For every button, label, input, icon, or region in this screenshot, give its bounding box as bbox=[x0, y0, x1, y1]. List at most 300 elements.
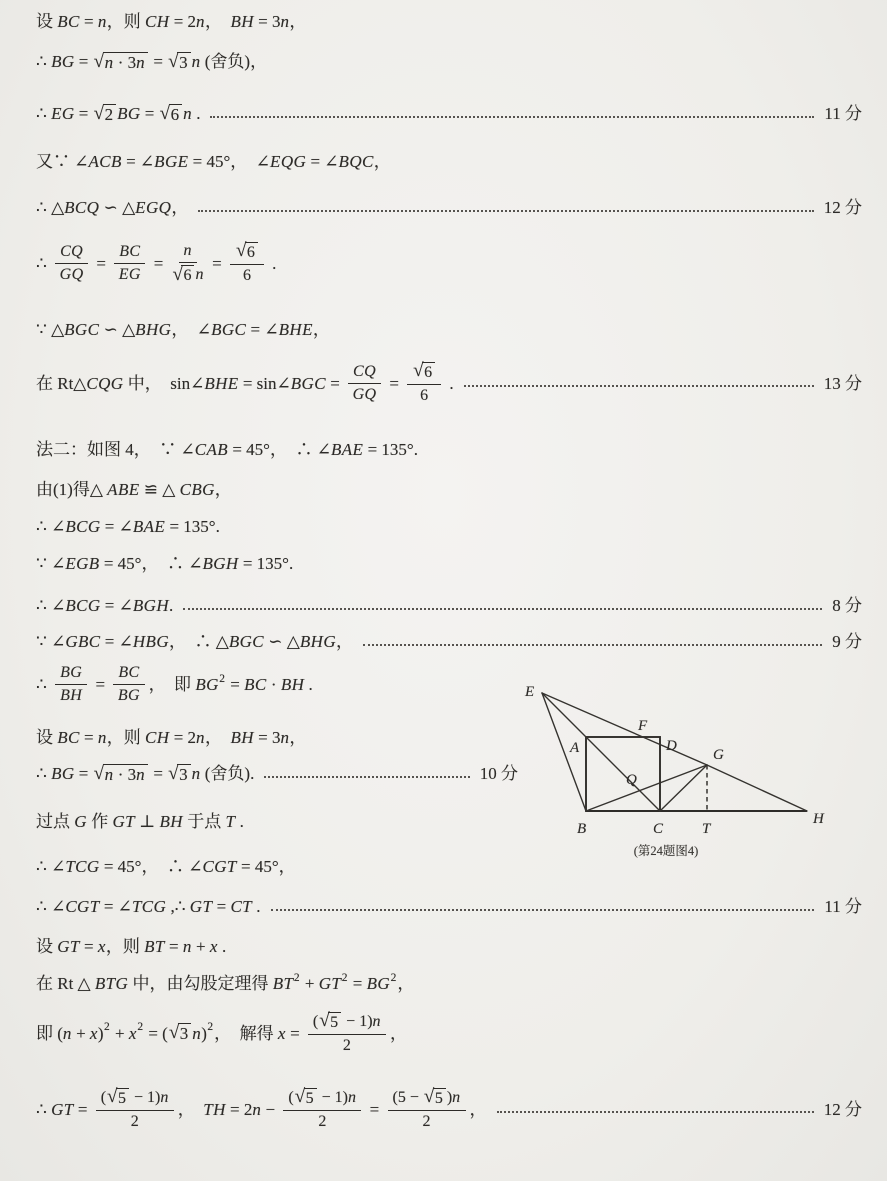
text-run: . bbox=[252, 897, 261, 917]
text-run: ， bbox=[214, 480, 232, 500]
numerator bbox=[114, 243, 145, 264]
text-run: 5 bbox=[305, 1090, 314, 1107]
math-variable: EG bbox=[51, 104, 75, 124]
math-variable: CQG bbox=[86, 373, 124, 393]
score-marker: 8 分 bbox=[832, 596, 862, 616]
text-run: 5 bbox=[330, 1014, 339, 1031]
math-variable: CH bbox=[145, 12, 170, 32]
fraction bbox=[407, 362, 441, 405]
text-run: = 2 bbox=[169, 728, 197, 748]
math-line-23 bbox=[36, 1012, 862, 1055]
text-run: = bbox=[79, 12, 98, 32]
fraction bbox=[283, 1088, 361, 1131]
sqrt-expression bbox=[319, 1012, 341, 1032]
radical-icon: √ bbox=[168, 762, 179, 784]
math-variable: CT bbox=[230, 897, 253, 917]
math-variable: CGT bbox=[202, 857, 237, 877]
text-run: ( bbox=[312, 1012, 319, 1030]
radicand bbox=[181, 265, 194, 285]
text-run: + bbox=[191, 937, 210, 957]
math-variable: x bbox=[89, 1023, 98, 1043]
text-run: = bbox=[365, 1099, 384, 1119]
radical-icon: √ bbox=[168, 50, 179, 72]
radicand bbox=[433, 1088, 446, 1108]
radicand bbox=[103, 764, 148, 785]
math-variable: GT bbox=[51, 1099, 74, 1119]
sqrt-expression bbox=[94, 764, 148, 785]
math-variable: x bbox=[128, 1023, 137, 1043]
text-run: ∴ ∠ bbox=[36, 897, 66, 917]
text-run: 设 bbox=[36, 728, 58, 748]
text-run: (5 − bbox=[392, 1088, 423, 1106]
text-run: ， bbox=[204, 12, 231, 32]
text-run: (舍负)， bbox=[200, 52, 268, 72]
sqrt-expression bbox=[107, 1088, 129, 1108]
math-variable: BH bbox=[159, 812, 183, 832]
text-run: ， bbox=[204, 728, 231, 748]
sqrt-expression bbox=[424, 1088, 446, 1108]
figure-label-H: H bbox=[813, 811, 824, 827]
text-run: = 45°， ∴ ∠ bbox=[99, 857, 203, 877]
text-run: . bbox=[235, 812, 244, 832]
math-variable: GBC bbox=[65, 632, 101, 652]
figure-caption: (第24题图4) bbox=[633, 844, 699, 858]
text-run: 6 bbox=[424, 364, 433, 381]
math-variable: x bbox=[97, 937, 106, 957]
text-run: = bbox=[74, 764, 93, 784]
text-run: ， bbox=[336, 632, 353, 652]
math-line-17 bbox=[36, 762, 518, 786]
text-run: = bbox=[226, 675, 245, 695]
figure-container bbox=[515, 665, 887, 865]
text-run: 3 bbox=[179, 764, 188, 784]
math-content bbox=[36, 242, 276, 285]
text-run: 3 bbox=[179, 52, 188, 72]
text-run: . bbox=[267, 253, 277, 273]
segment-EB bbox=[542, 693, 586, 811]
math-variable: TCG bbox=[65, 857, 100, 877]
text-run: 于点 bbox=[182, 812, 226, 832]
text-run: 2 bbox=[422, 1112, 431, 1130]
fraction bbox=[230, 242, 264, 285]
radicand bbox=[328, 1012, 341, 1032]
radicand bbox=[178, 1023, 192, 1044]
superscript: 2 bbox=[207, 1021, 214, 1034]
math-variable: n bbox=[280, 12, 290, 32]
math-content bbox=[36, 595, 173, 616]
text-run: = 3 bbox=[253, 728, 281, 748]
text-run: = 3 bbox=[253, 12, 281, 32]
math-variable: GT bbox=[112, 812, 135, 832]
math-variable: BG bbox=[51, 764, 75, 784]
text-run: ∽ △ bbox=[99, 198, 136, 218]
math-variable: n bbox=[183, 104, 192, 124]
math-variable: BG bbox=[366, 974, 391, 994]
sqrt-expression bbox=[94, 52, 148, 73]
math-content bbox=[36, 811, 244, 832]
math-variable: n bbox=[372, 1012, 381, 1030]
math-variable: x bbox=[209, 937, 218, 957]
text-run: ， bbox=[171, 198, 189, 218]
text-run: 过点 bbox=[36, 812, 75, 832]
math-line-2 bbox=[36, 50, 862, 74]
fraction bbox=[55, 664, 87, 706]
radicand bbox=[304, 1088, 317, 1108]
text-run: ∽ △ bbox=[99, 320, 136, 340]
math-variable: BGC bbox=[211, 320, 247, 340]
math-content bbox=[36, 664, 313, 706]
figure-label-B: B bbox=[577, 821, 587, 837]
denominator bbox=[60, 685, 82, 705]
radicand bbox=[103, 104, 117, 125]
text-run: ∴ bbox=[36, 253, 52, 273]
math-variable: BGC bbox=[64, 320, 100, 340]
math-variable: BH bbox=[280, 675, 305, 695]
dotted-leader bbox=[210, 116, 814, 118]
radicand bbox=[169, 104, 183, 125]
text-run: = bbox=[91, 675, 110, 695]
text-run: ∴ ∠ bbox=[36, 517, 66, 537]
text-run: 设 bbox=[36, 937, 58, 957]
sqrt-expression bbox=[168, 52, 190, 73]
text-run: = ∠ bbox=[100, 596, 133, 616]
math-variable: BGC bbox=[228, 632, 265, 652]
text-run: = 135°. bbox=[238, 554, 294, 574]
text-run: 6 bbox=[170, 104, 180, 124]
superscript: 2 bbox=[137, 1021, 144, 1034]
text-run: ， 解得 bbox=[214, 1023, 278, 1043]
text-run: = ∠ bbox=[246, 320, 279, 340]
math-variable: BC bbox=[119, 242, 141, 260]
math-variable: BQC bbox=[338, 152, 374, 172]
denominator bbox=[60, 264, 84, 284]
text-run: + bbox=[110, 1023, 129, 1043]
math-content bbox=[36, 362, 454, 405]
text-run: − 1) bbox=[129, 1088, 161, 1106]
text-run: = bbox=[325, 373, 345, 393]
math-variable: HBG bbox=[132, 632, 169, 652]
text-run: ) bbox=[97, 1023, 104, 1043]
math-content bbox=[36, 727, 306, 748]
fraction bbox=[172, 242, 204, 285]
fraction bbox=[308, 1012, 386, 1055]
text-run: = 135°. bbox=[363, 440, 418, 460]
math-content bbox=[36, 479, 232, 500]
math-line-12 bbox=[36, 552, 862, 576]
score-marker: 9 分 bbox=[832, 632, 862, 652]
text-run: = ( bbox=[144, 1023, 168, 1043]
denominator bbox=[119, 264, 141, 284]
radical-icon: √ bbox=[107, 1086, 118, 1108]
numerator bbox=[113, 664, 144, 685]
math-variable: BGC bbox=[290, 373, 326, 393]
text-run: ∵ ∠ bbox=[36, 632, 66, 652]
denominator bbox=[172, 263, 204, 285]
math-variable: n bbox=[183, 242, 192, 259]
segment-BQG bbox=[586, 765, 707, 811]
text-run: = 45°， ∠ bbox=[188, 152, 271, 172]
sqrt-expression bbox=[295, 1088, 317, 1108]
math-variable: BC bbox=[57, 12, 80, 32]
text-run: ⊥ bbox=[134, 812, 160, 832]
text-run: ∴ bbox=[36, 104, 52, 124]
numerator bbox=[55, 243, 88, 264]
math-content bbox=[36, 631, 353, 652]
dotted-leader bbox=[183, 608, 822, 610]
text-run: . bbox=[445, 373, 454, 393]
math-variable: BH bbox=[230, 728, 254, 748]
text-run: ， bbox=[389, 1023, 407, 1043]
text-run: = 2 bbox=[169, 12, 197, 32]
text-run: 2 bbox=[130, 1112, 139, 1130]
math-variable: BC bbox=[118, 664, 140, 681]
math-content bbox=[36, 973, 414, 994]
math-variable: BHG bbox=[135, 320, 172, 340]
numerator bbox=[179, 242, 197, 263]
math-variable: CGT bbox=[65, 897, 100, 917]
figure-label-A: A bbox=[570, 740, 580, 756]
segment-GH bbox=[707, 765, 807, 811]
text-run: ∴ △ bbox=[36, 198, 65, 218]
math-variable: n bbox=[104, 764, 114, 784]
math-line-4 bbox=[36, 150, 862, 174]
text-run: = bbox=[212, 897, 231, 917]
numerator bbox=[348, 363, 381, 384]
radicand bbox=[103, 52, 148, 73]
text-run: ， bbox=[177, 1099, 204, 1119]
text-run: ∴ bbox=[36, 764, 52, 784]
dotted-leader bbox=[464, 385, 814, 387]
text-run: ∴ bbox=[36, 1099, 52, 1119]
text-run: = ∠ bbox=[306, 152, 339, 172]
text-run: ( bbox=[100, 1088, 107, 1106]
text-run: = 45°， ∴ ∠ bbox=[99, 554, 203, 574]
text-run: 6 bbox=[420, 386, 429, 404]
math-content bbox=[36, 319, 330, 340]
text-run: . bbox=[217, 937, 227, 957]
text-run: = bbox=[73, 1099, 92, 1119]
text-run: ∴ ∠ bbox=[36, 596, 66, 616]
text-run: ， bbox=[373, 152, 391, 172]
math-variable: n bbox=[136, 52, 146, 72]
text-run: = bbox=[149, 764, 168, 784]
math-content bbox=[36, 1012, 407, 1055]
dotted-leader bbox=[497, 1111, 814, 1113]
figure-label-Q: Q bbox=[626, 772, 637, 788]
text-run: − bbox=[261, 1099, 280, 1119]
text-run: = 2 bbox=[225, 1099, 253, 1119]
text-run: (舍负). bbox=[200, 764, 255, 784]
text-run: = bbox=[149, 52, 168, 72]
math-variable: BCQ bbox=[64, 198, 100, 218]
text-run: 由(1)得△ bbox=[36, 480, 108, 500]
math-variable: CH bbox=[145, 728, 170, 748]
math-variable: n bbox=[160, 1088, 169, 1106]
math-line-9 bbox=[36, 438, 862, 462]
math-variable: EQG bbox=[270, 152, 307, 172]
text-run: + bbox=[300, 974, 319, 994]
text-run: = 45°， ∴ ∠ bbox=[228, 440, 331, 460]
figure-label-D: D bbox=[666, 738, 677, 754]
sqrt-expression bbox=[168, 764, 190, 785]
dotted-leader bbox=[198, 210, 813, 212]
math-variable: BHE bbox=[278, 320, 313, 340]
math-line-24 bbox=[36, 1088, 862, 1131]
text-run: ，则 bbox=[105, 937, 145, 957]
text-run: = bbox=[140, 104, 159, 124]
math-variable: BAE bbox=[132, 517, 166, 537]
math-variable: BGH bbox=[132, 596, 169, 616]
numerator bbox=[283, 1088, 361, 1111]
superscript: 2 bbox=[293, 971, 300, 984]
math-variable: n bbox=[196, 12, 205, 32]
text-run: 5 bbox=[117, 1090, 126, 1107]
text-run: ) bbox=[201, 1023, 207, 1043]
math-content bbox=[36, 553, 293, 574]
text-run: ， ∠ bbox=[171, 320, 212, 340]
math-variable: ABE bbox=[107, 480, 140, 500]
text-run: ≌ △ bbox=[139, 480, 180, 500]
math-variable: BCG bbox=[65, 596, 101, 616]
text-run: ,∴ bbox=[166, 897, 190, 917]
math-variable: BTG bbox=[94, 974, 129, 994]
text-run: · 3 bbox=[113, 764, 137, 784]
radical-icon: √ bbox=[294, 1086, 306, 1108]
math-content bbox=[36, 439, 418, 460]
text-run: 6 bbox=[242, 266, 251, 284]
text-run: ， bbox=[469, 1099, 487, 1119]
math-content bbox=[36, 103, 200, 124]
text-run: ， ∴ △ bbox=[169, 632, 229, 652]
text-run: 中， sin∠ bbox=[123, 373, 205, 393]
score-marker: 10 分 bbox=[479, 764, 518, 784]
figure-label-G: G bbox=[713, 747, 724, 763]
text-run: . bbox=[191, 104, 201, 124]
superscript: 2 bbox=[104, 1021, 110, 1034]
radical-icon: √ bbox=[93, 102, 105, 124]
text-run: 中，由勾股定理得 bbox=[128, 974, 273, 994]
math-variable: BGE bbox=[154, 152, 189, 172]
math-line-10 bbox=[36, 478, 862, 502]
sqrt-expression bbox=[236, 242, 258, 262]
score-marker: 11 分 bbox=[824, 104, 862, 124]
denominator bbox=[420, 385, 428, 405]
math-variable: TH bbox=[203, 1099, 226, 1119]
denominator bbox=[353, 384, 377, 404]
figure-label-T: T bbox=[702, 821, 711, 837]
text-run: = bbox=[207, 253, 226, 273]
text-run: · 3 bbox=[113, 52, 137, 72]
math-variable: EGB bbox=[65, 554, 100, 574]
radical-icon: √ bbox=[423, 1086, 435, 1108]
math-variable: GT bbox=[57, 937, 80, 957]
math-variable: n bbox=[136, 764, 146, 784]
math-line-14 bbox=[36, 630, 862, 654]
math-variable: BCG bbox=[65, 517, 101, 537]
sqrt-expression bbox=[169, 1023, 191, 1044]
figure-label-C: C bbox=[653, 821, 664, 837]
math-variable: BC bbox=[57, 728, 80, 748]
math-variable: n bbox=[348, 1088, 357, 1106]
score-marker: 12 分 bbox=[823, 198, 862, 218]
text-run: = 135°. bbox=[165, 517, 220, 537]
math-variable: BT bbox=[272, 974, 294, 994]
math-content bbox=[36, 936, 226, 957]
segment-CG bbox=[660, 765, 707, 811]
fraction bbox=[348, 363, 381, 405]
text-run: 在 Rt △ bbox=[36, 974, 95, 994]
math-content bbox=[36, 1088, 487, 1131]
math-line-1 bbox=[36, 10, 862, 34]
denominator bbox=[423, 1111, 431, 1131]
math-variable: BG bbox=[60, 664, 83, 681]
math-variable: BHG bbox=[299, 632, 336, 652]
fraction bbox=[113, 664, 144, 706]
math-variable: BT bbox=[144, 937, 165, 957]
sqrt-expression bbox=[160, 104, 182, 125]
math-variable: BGH bbox=[202, 554, 239, 574]
text-run: 2 bbox=[104, 104, 114, 124]
text-run: = bbox=[149, 253, 168, 273]
math-line-21 bbox=[36, 935, 862, 959]
math-variable: BG bbox=[51, 52, 75, 72]
math-variable: n bbox=[191, 52, 201, 72]
math-variable: CQ bbox=[60, 242, 84, 260]
text-run: 6 bbox=[246, 244, 255, 261]
text-run: 又∵ ∠ bbox=[36, 152, 89, 172]
math-variable: CAB bbox=[194, 440, 229, 460]
math-variable: CBG bbox=[179, 480, 215, 500]
math-variable: BHE bbox=[204, 373, 239, 393]
radical-icon: √ bbox=[319, 1010, 330, 1032]
math-variable: BG bbox=[117, 104, 141, 124]
text-run: = bbox=[164, 937, 183, 957]
text-run: ，则 bbox=[106, 728, 146, 748]
math-variable: n bbox=[97, 728, 107, 748]
text-run: 法二：如图 4， ∵ ∠ bbox=[36, 440, 195, 460]
text-run: ∴ bbox=[36, 52, 52, 72]
text-run: 6 bbox=[183, 267, 192, 285]
math-content bbox=[36, 763, 254, 784]
text-run: 3 bbox=[179, 1024, 189, 1044]
math-content bbox=[36, 896, 261, 917]
radical-icon: √ bbox=[93, 50, 105, 72]
text-run: = ∠ bbox=[121, 152, 155, 172]
segment-EFG bbox=[542, 693, 707, 765]
denominator bbox=[243, 265, 251, 285]
math-variable: BG bbox=[195, 675, 219, 695]
math-line-13 bbox=[36, 594, 862, 618]
math-content bbox=[36, 11, 306, 32]
radicand bbox=[422, 362, 435, 382]
math-content bbox=[36, 151, 391, 172]
sqrt-expression bbox=[413, 362, 435, 382]
text-run: = bbox=[79, 728, 98, 748]
math-variable: G bbox=[74, 812, 87, 832]
math-variable: EG bbox=[118, 265, 141, 283]
math-variable: n bbox=[191, 764, 201, 784]
math-variable: n bbox=[252, 1099, 262, 1119]
text-run: ∵ ∠ bbox=[36, 554, 66, 574]
numerator bbox=[388, 1088, 466, 1111]
radicand bbox=[116, 1088, 129, 1108]
fraction bbox=[96, 1088, 174, 1131]
segment-EAC bbox=[542, 693, 660, 811]
math-variable: x bbox=[277, 1023, 286, 1043]
text-run: + bbox=[71, 1023, 90, 1043]
text-run: 5 bbox=[434, 1090, 443, 1107]
figure-label-F: F bbox=[638, 718, 648, 734]
